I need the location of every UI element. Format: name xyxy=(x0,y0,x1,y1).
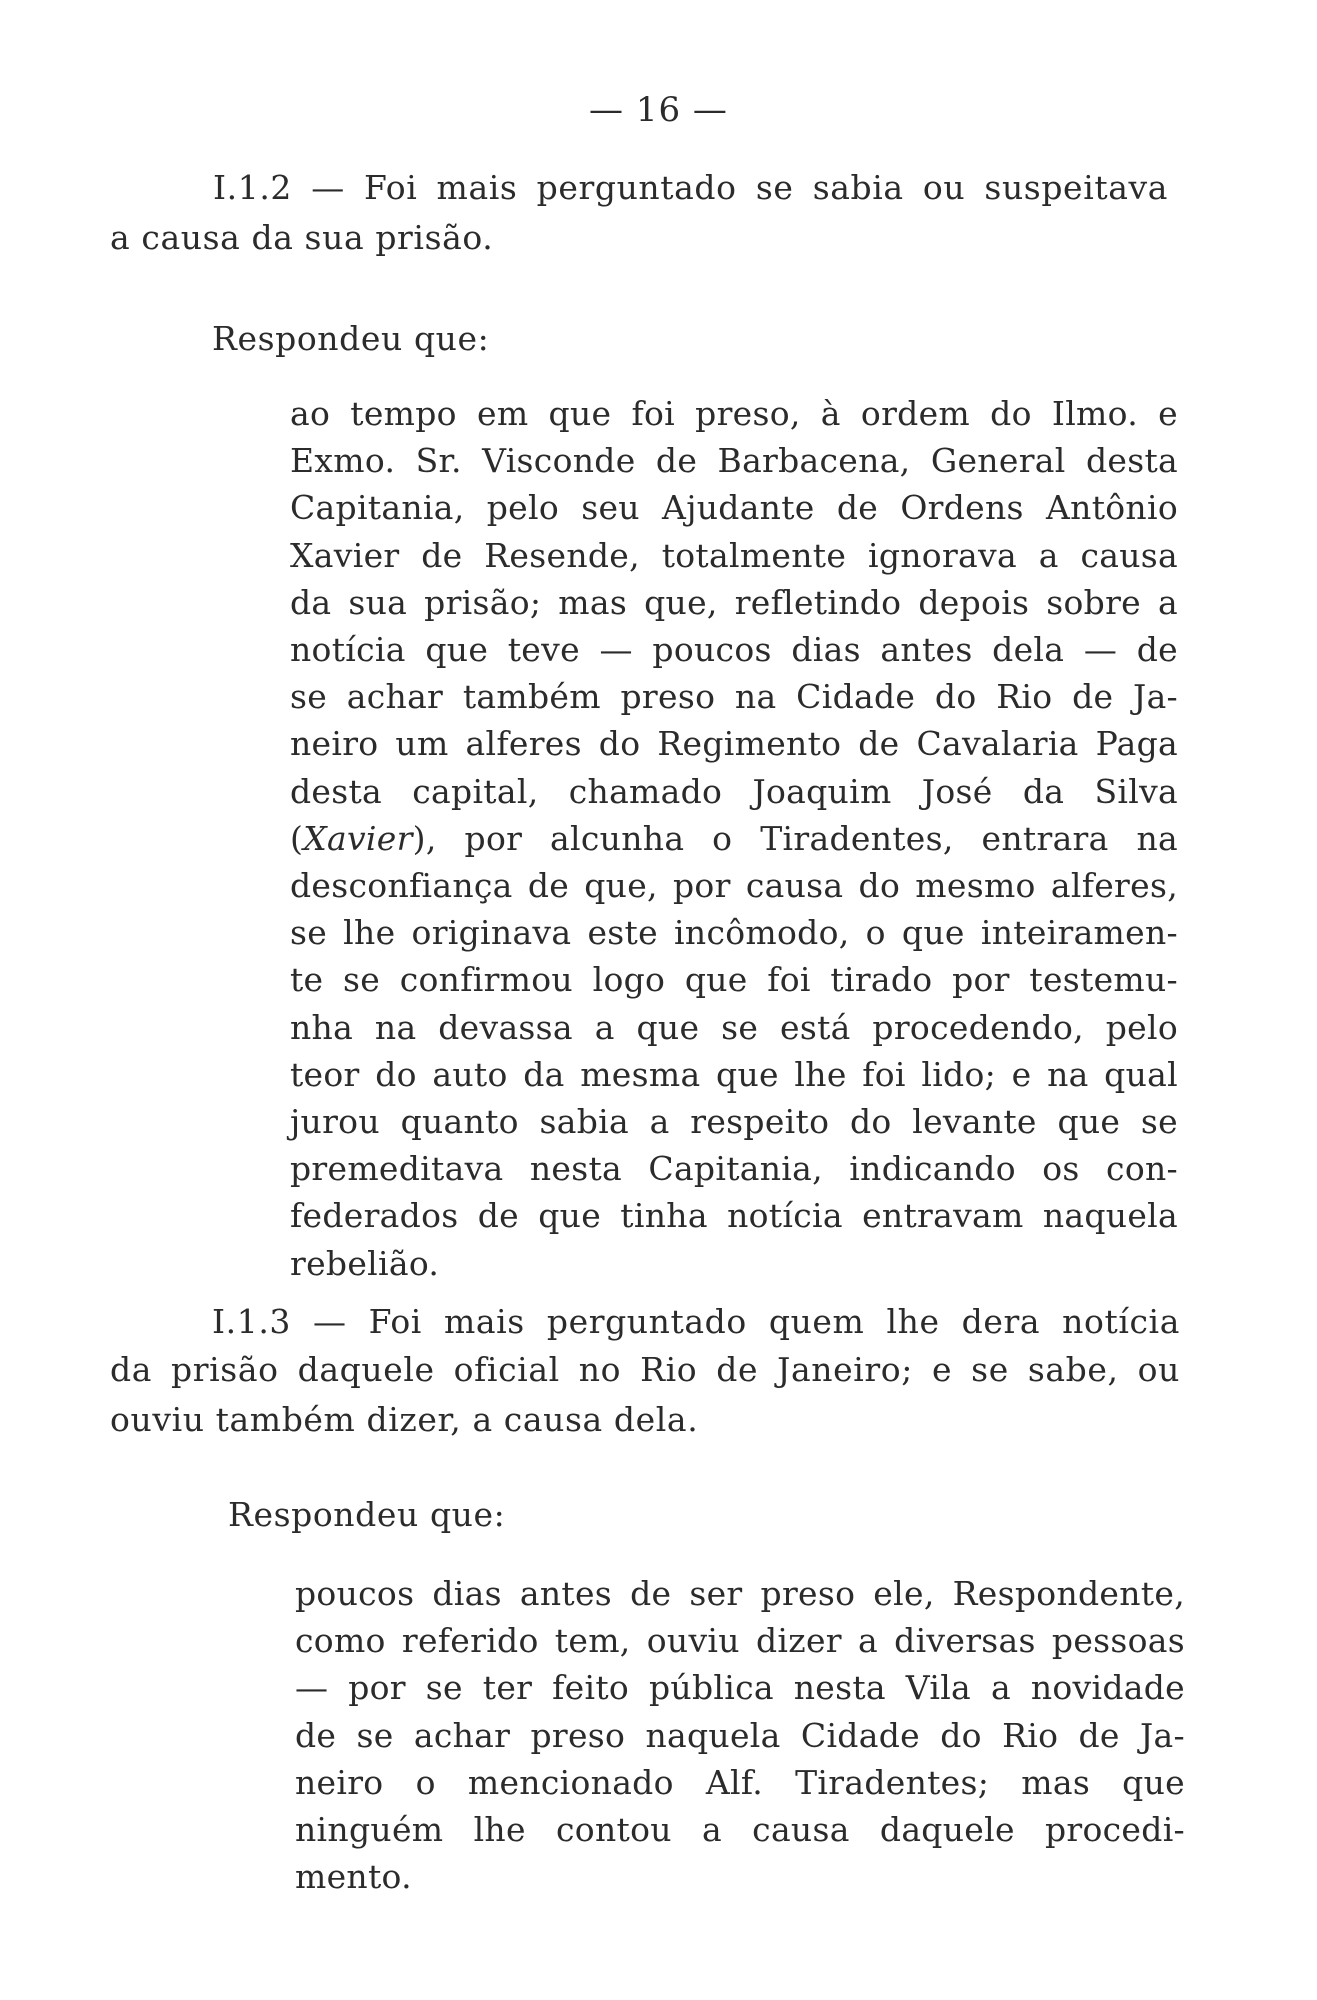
answer-line: de se achar preso naquela Cidade do Rio de Ja- xyxy=(295,1715,1185,1755)
answer-line: notícia que teve — poucos dias antes dela — de xyxy=(290,630,1178,670)
answer-line: rebelião. xyxy=(290,1243,440,1283)
italic-name: Xavier xyxy=(303,818,413,858)
answer-line: — por se ter feito pública nesta Vila a novidade xyxy=(295,1668,1185,1708)
answer-line: se achar também preso na Cidade do Rio de Ja- xyxy=(290,677,1178,717)
answer-line: como referido tem, ouviu dizer a diversas pessoas xyxy=(295,1621,1185,1661)
question-1-1-3-line-2: da prisão daquele oficial no Rio de Janeiro; e se sabe, ou xyxy=(110,1350,1180,1389)
answer-line: jurou quanto sabia a respeito do levante que se xyxy=(290,1102,1178,1142)
answer-line: ao tempo em que foi preso, à ordem do Ilmo. e xyxy=(290,394,1178,433)
answer-line: Xavier de Resende, totalmente ignorava a causa xyxy=(290,535,1178,575)
answer-line: poucos dias antes de ser preso ele, Respondente, xyxy=(295,1574,1185,1613)
answer-line: da sua prisão; mas que, refletindo depois sobre a xyxy=(290,582,1178,622)
answer-line: mento. xyxy=(295,1857,412,1897)
answer-line: nha na devassa a que se está procedendo, pelo xyxy=(290,1007,1178,1047)
answer-line: se lhe originava este incômodo, o que inteiramen- xyxy=(290,913,1178,953)
answer-line: neiro o mencionado Alf. Tiradentes; mas que xyxy=(295,1762,1185,1802)
answer-line: teor do auto da mesma que lhe foi lido; e na qual xyxy=(290,1054,1178,1094)
question-1-1-3-line-3: ouviu também dizer, a causa dela. xyxy=(110,1400,699,1439)
answer-label-1-1-3: Respondeu que: xyxy=(228,1495,506,1534)
question-1-1-3-line-1: I.1.3 — Foi mais perguntado quem lhe dera notícia xyxy=(212,1302,1180,1341)
answer-line: Exmo. Sr. Visconde de Barbacena, General desta xyxy=(290,441,1178,481)
answer-line: neiro um alferes do Regimento de Cavalaria Paga xyxy=(290,724,1178,764)
answer-line-italic-name: (Xavier), por alcunha o Tiradentes, entrara na xyxy=(290,818,1178,858)
answer-1-1-3 xyxy=(295,1570,1185,1900)
answer-line: desconfiança de que, por causa do mesmo alferes, xyxy=(290,866,1178,906)
page-number: — 16 — xyxy=(589,90,728,130)
answer-1-1-2 xyxy=(290,390,1178,1287)
question-1-1-2-line-2: a causa da sua prisão. xyxy=(110,218,494,257)
answer-line: te se confirmou logo que foi tirado por testemu- xyxy=(290,960,1178,1000)
answer-label-1-1-2: Respondeu que: xyxy=(212,319,490,358)
answer-line: desta capital, chamado Joaquim José da Silva xyxy=(290,771,1178,811)
answer-line: premeditava nesta Capitania, indicando os con- xyxy=(290,1149,1178,1189)
answer-line: federados de que tinha notícia entravam naquela xyxy=(290,1196,1178,1236)
answer-line: ninguém lhe contou a causa daquele procedi- xyxy=(295,1810,1185,1850)
answer-line: Capitania, pelo seu Ajudante de Ordens Antônio xyxy=(290,488,1178,528)
question-1-1-2-line-1: I.1.2 — Foi mais perguntado se sabia ou suspeitava xyxy=(213,168,1168,207)
